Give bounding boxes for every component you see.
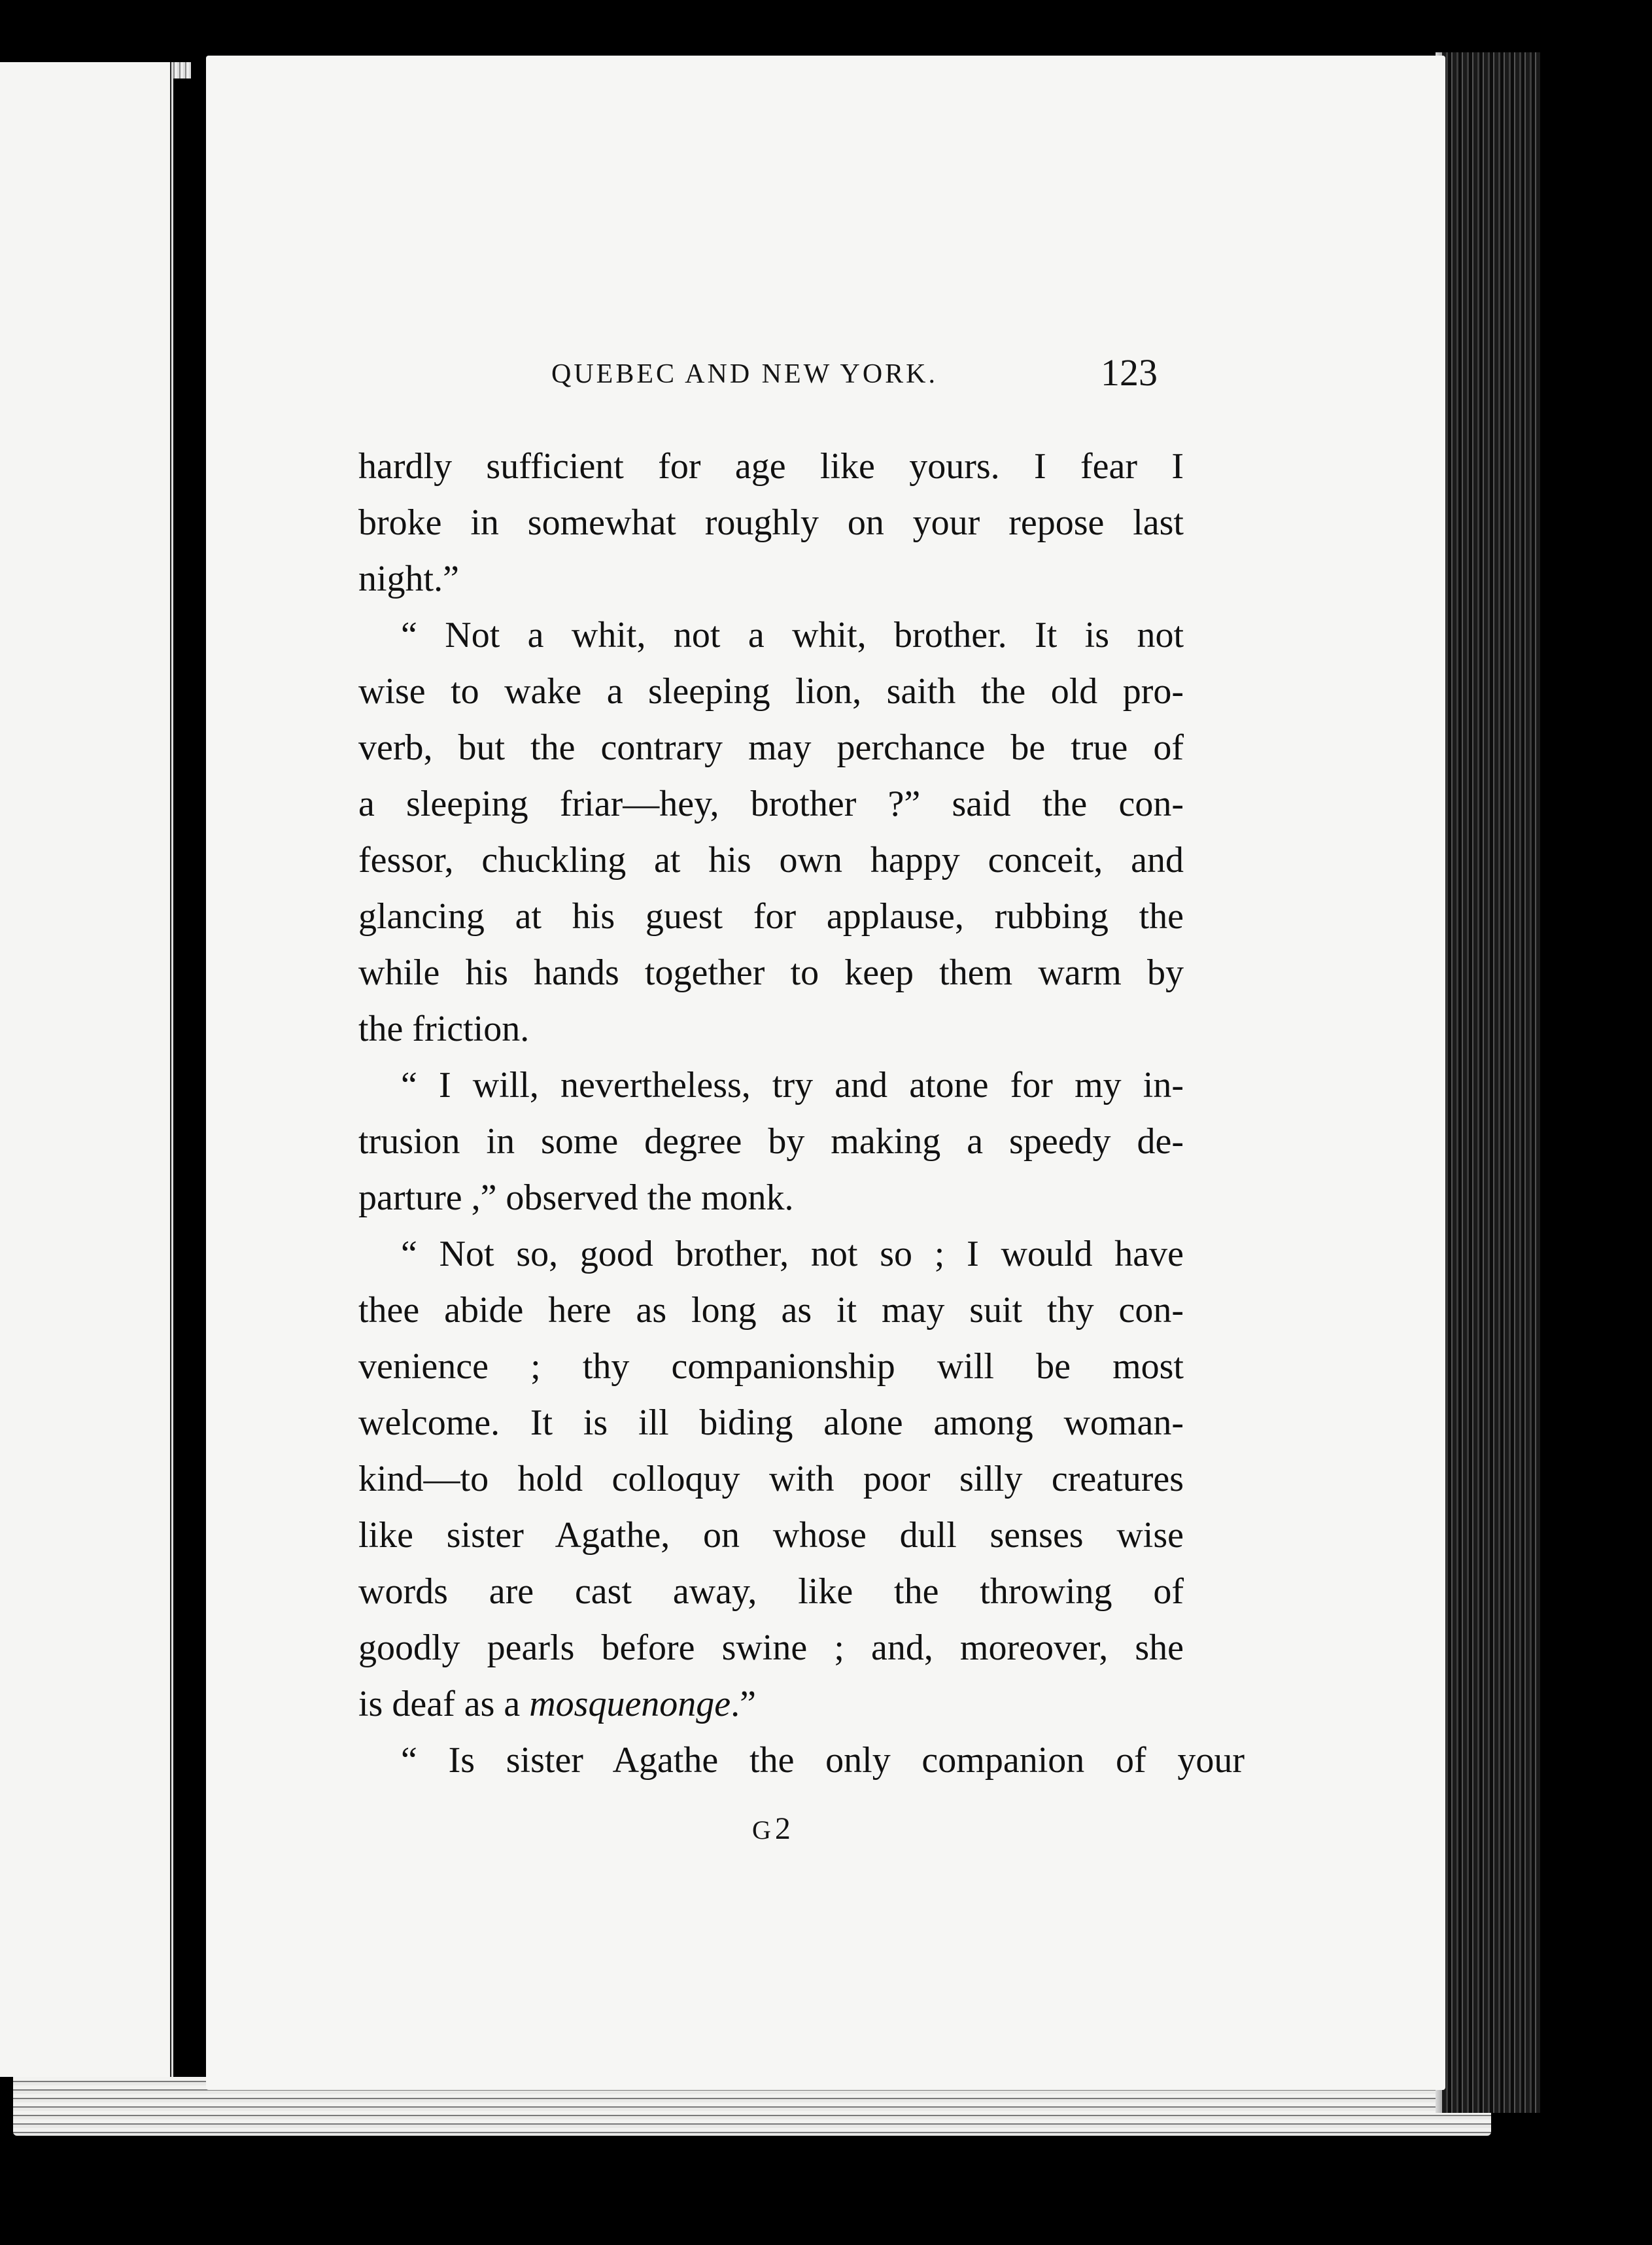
text-line: words are cast away, like the throwing of [358, 1571, 1184, 1612]
text-line: fessor, chuckling at his own happy conceit, and [358, 840, 1184, 880]
text-line: thee abide here as long as it may suit thy con- [358, 1290, 1184, 1331]
text-line: kind—to hold colloquy with poor silly creatures [358, 1459, 1184, 1499]
text-line: wise to wake a sleeping lion, saith the old pro- [358, 671, 1184, 712]
text-line: “ I will, nevertheless, try and atone for my in- [401, 1065, 1184, 1105]
text-line: venience ; thy companionship will be most [358, 1346, 1184, 1387]
text-line-start: is deaf as a [358, 1684, 530, 1724]
text-line: while his hands together to keep them warm by [358, 952, 1184, 993]
text-line: “ Is sister Agathe the only companion of your [401, 1740, 1245, 1781]
text-line: a sleeping friar—hey, brother ?” said the con- [358, 784, 1184, 824]
book-gutter [173, 78, 209, 2080]
text-line: night.” [358, 559, 459, 599]
text-line: trusion in some degree by making a speedy de- [358, 1121, 1184, 1162]
text-line: like sister Agathe, on whose dull senses wise [358, 1515, 1184, 1556]
left-facing-page [0, 62, 172, 2077]
italic-word-suffix: .” [731, 1684, 757, 1724]
running-head: QUEBEC AND NEW YORK. [551, 359, 938, 389]
text-line: glancing at his guest for applause, rubbing the [358, 896, 1184, 937]
text-line: broke in somewhat roughly on your repose last [358, 502, 1184, 543]
text-line: the friction. [358, 1009, 530, 1049]
text-line: goodly pearls before swine ; and, moreover, she [358, 1627, 1184, 1668]
text-line: hardly sufficient for age like yours. I fear I [358, 446, 1184, 487]
text-line: parture ,” observed the monk. [358, 1177, 794, 1218]
text-line: “ Not so, good brother, not so ; I would have [401, 1234, 1184, 1274]
italic-word: mosquenonge [529, 1684, 731, 1724]
signature-mark [752, 1811, 791, 1847]
page-number: 123 [1101, 351, 1158, 394]
text-line: “ Not a whit, not a whit, brother. It is not [401, 615, 1184, 655]
signature-number: 2 [774, 1811, 791, 1846]
book-fore-edge [1442, 52, 1540, 2113]
body-text [358, 438, 1245, 1788]
text-line: verb, but the contrary may perchance be true of [358, 727, 1184, 768]
signature-letter: G [752, 1815, 775, 1845]
text-line: welcome. It is ill biding alone among woman- [358, 1402, 1184, 1443]
text-line [358, 1676, 1184, 1732]
